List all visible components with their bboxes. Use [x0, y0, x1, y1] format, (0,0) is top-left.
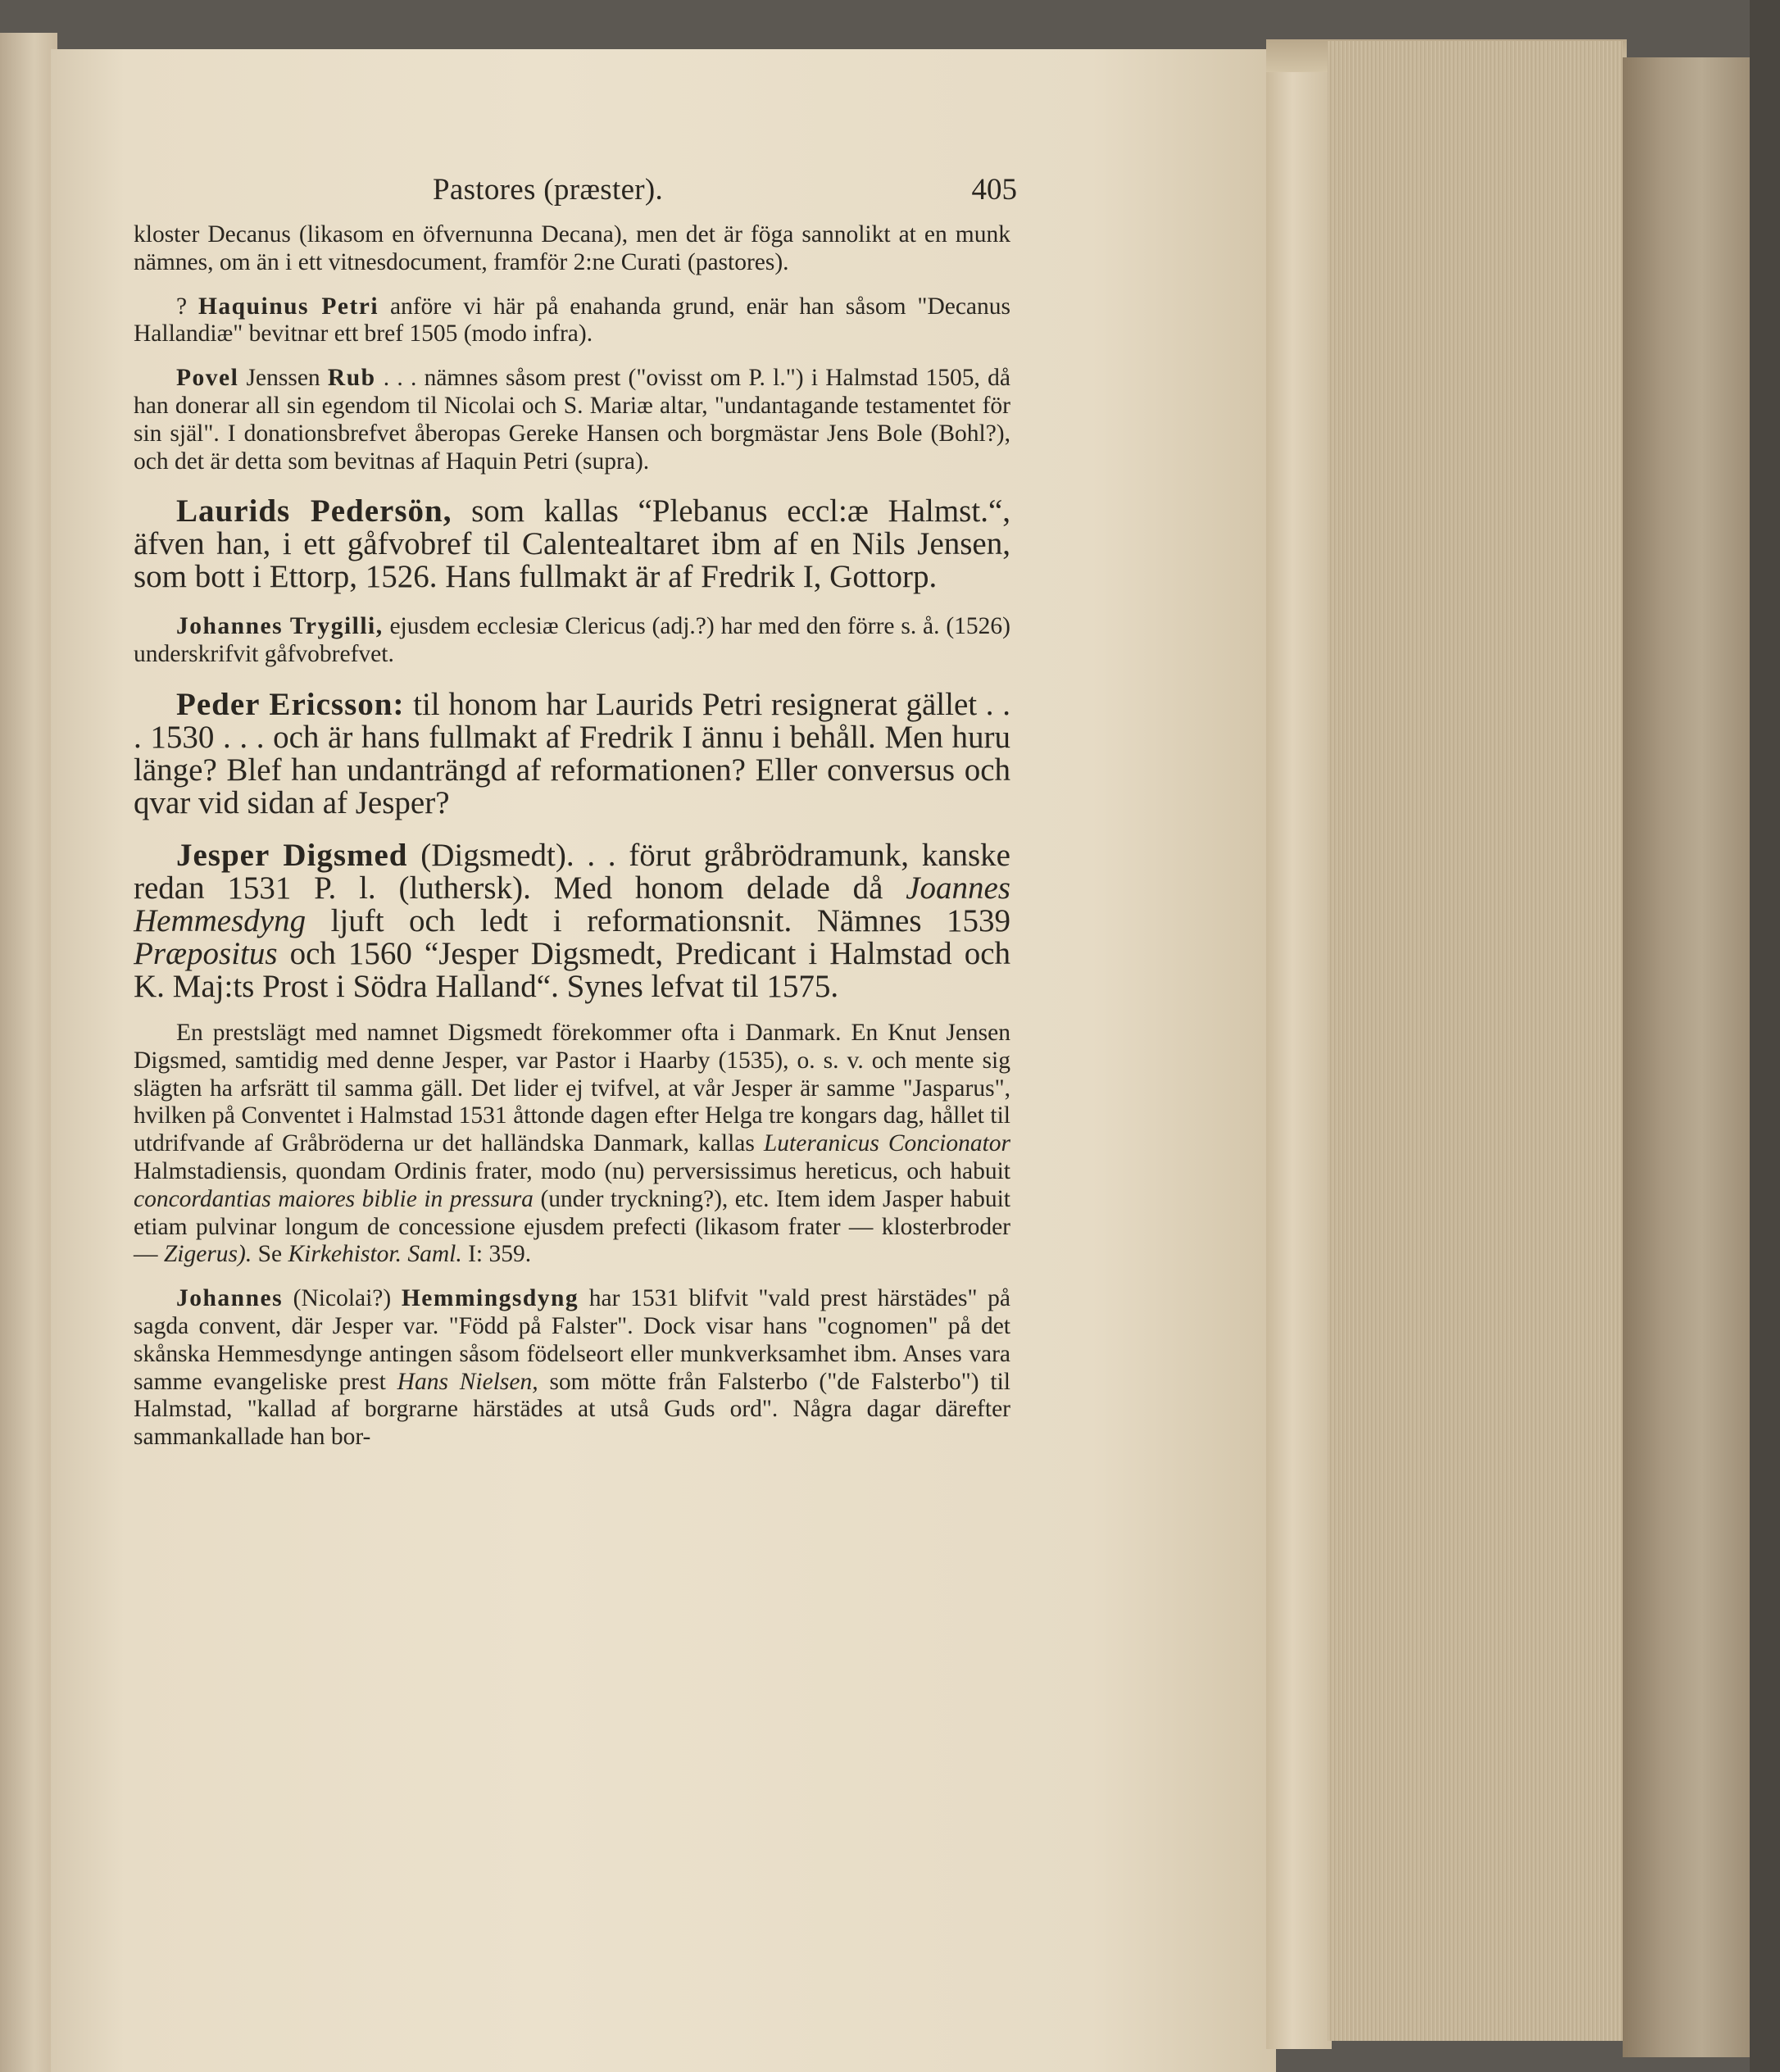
query-mark: ? — [176, 293, 188, 320]
person-name: Johannes Trygilli, — [176, 613, 384, 640]
page-header — [134, 164, 1017, 221]
page-gutter — [1266, 49, 1332, 2049]
book-cover — [1623, 57, 1754, 2057]
person-name: Haquinus Petri — [198, 293, 379, 320]
person-name: Hemmingsdyng — [401, 1285, 579, 1312]
paragraph-johannes-hemmingsdyng: Johannes (Nicolai?) Hemmingsdyng har 1531 blifvit "vald prest härstädes" på sagda convent, där Jesper var. "Född på Falster". Dock visar hans "cognomen" på det skånska Hemmesdynge antingen såsom födelseort eller munkverksamhet ibm. Anses vara samme evangeliske prest Hans Nielsen, som mötte från Falsterbo ("de Falsterbo") til Halmstad, "kallad af borgrarne härstädes at utså Guds ord". Några dagar därefter sammankallade han bor- — [134, 1285, 1011, 1451]
person-name: Peder Ericsson: — [176, 686, 405, 722]
page-edges — [1328, 41, 1623, 2041]
page-text — [134, 164, 1017, 1452]
paragraph-digsmedt-note: En prestslägt med namnet Digsmedt förekommer ofta i Danmark. En Knut Jensen Digsmed, samtidig med denne Jesper, var Pastor i Haarby (1535), o. s. v. och mente sig slägten ha arfsrätt til samma gäll. Det lider ej tvifvel, at vår Jesper är samme "Jasparus", hvilken på Conventet i Halmstad 1531 åttonde dagen efter Helga tre kongars dag, hållet til utdrifvande af Gråbröderna ur det halländska Danmark, kallas Luteranicus Concionator Halmstadiensis, quondam Ordinis frater, modo (nu) perversissimus hereticus, och habuit concordantias maiores biblie in pressura (under tryckning?), etc. Item idem Jasper habuit etiam pulvinar longum de concessione ejusdem prefecti (likasom frater — klosterbroder — Zigerus). Se Kirkehistor. Saml. I: 359. — [134, 1019, 1011, 1268]
paragraph-johannes-trygilli: Johannes Trygilli, ejusdem ecclesiæ Clericus (adj.?) har med den förre s. å. (1526) underskrifvit gåfvobrefvet. — [134, 613, 1011, 668]
page-number: 405 — [971, 173, 1017, 207]
paragraph-laurids: Laurids Pedersön, som kallas “Plebanus eccl:æ Halmst.“, äfven han, i ett gåfvobref til Calentealtaret ibm af en Nils Jensen, som bott i Ettorp, 1526. Hans fullmakt är af Fredrik I, Gottorp. — [134, 493, 1010, 595]
person-name: Johannes — [176, 1285, 284, 1312]
person-name: Jesper Digsmed — [176, 837, 408, 873]
paragraph-kloster: kloster Decanus (likasom en öfvernunna Decana), men det är föga sannolikt at en munk nämnes, om än i ett vitnesdocument, framför 2:ne Curati (pastores). — [134, 221, 1010, 275]
paragraph-jesper: Jesper Digsmed (Digsmedt). . . förut gråbrödramunk, kanske redan 1531 P. l. (luthersk). Med honom delade då Joannes Hemmesdyng ljuft och ledt i reformationsnit. Nämnes 1539 Præpositus och 1560 “Jesper Digsmedt, Predicant i Halmstad och K. Maj:ts Prost i Södra Halland“. Synes lefvat til 1575. — [134, 837, 1010, 1004]
running-head: Pastores (præster). — [433, 173, 664, 207]
paragraph-povel: Povel Jenssen Rub . . . nämnes såsom prest ("ovisst om P. l.") i Halmstad 1505, då han donerar all sin egendom til Nicolai och S. Mariæ altar, "undantagande testamentet för sin själ". I donationsbrefvet åberopas Gereke Hansen och borgmästar Jens Bole (Bohl?), och det är detta som bevitnas af Haquin Petri (supra). — [134, 365, 1010, 475]
paragraph-haquinus: ? Haquinus Petri anföre vi här på enahanda grund, enär han såsom "Decanus Hallandiæ" bevitnar ett bref 1505 (modo infra). — [134, 293, 1011, 348]
person-name: Povel — [176, 365, 239, 392]
background-edge — [1750, 0, 1780, 2072]
paragraph-peder: Peder Ericsson: til honom har Laurids Petri resignerat gället . . . 1530 . . . och är hans fullmakt af Fredrik I ännu i behåll. Men huru länge? Blef han undanträngd af reformationen? Eller conversus och qvar vid sidan af Jesper? — [134, 686, 1011, 820]
person-name: Laurids Pedersön, — [176, 493, 452, 529]
previous-page-edge — [0, 33, 57, 2072]
person-name: Rub — [327, 365, 376, 392]
